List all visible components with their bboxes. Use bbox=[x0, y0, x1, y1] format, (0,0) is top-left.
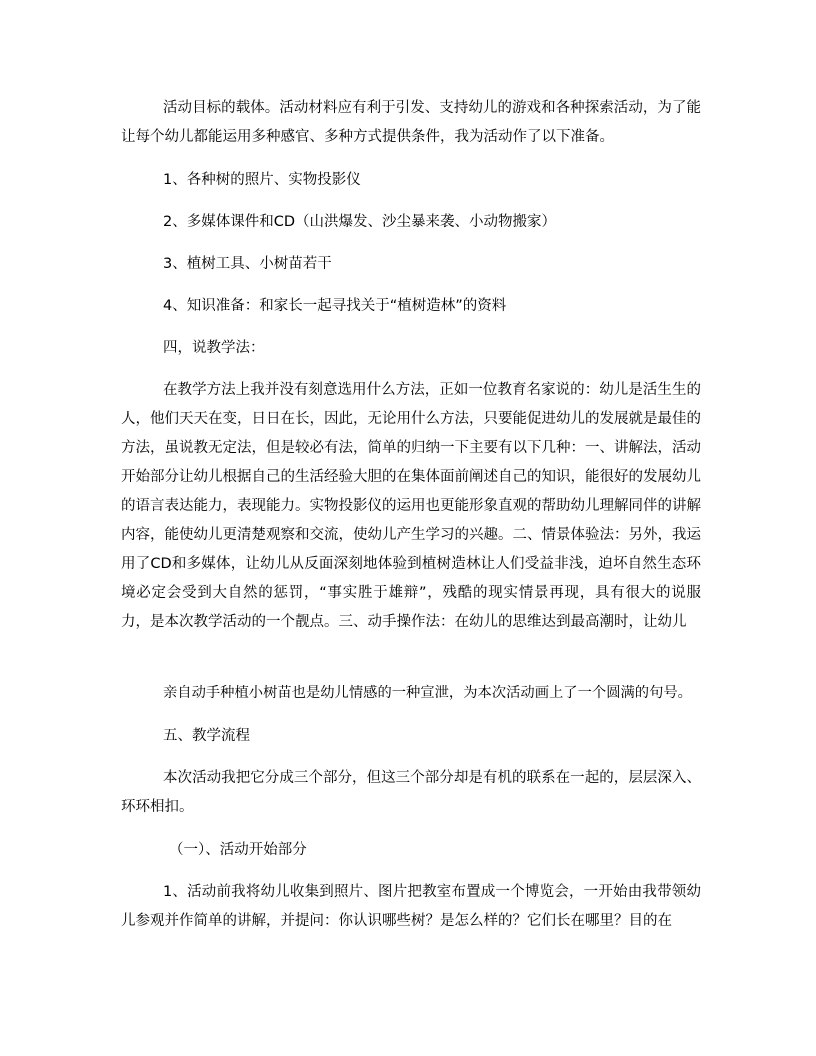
list-item-3: 3、植树工具、小树苗若干 bbox=[163, 256, 332, 272]
paragraph-methods: 在教学方法上我并没有刻意选用什么方法，正如一位教育名家说的：幼儿是活生生的人，他们天天在变，日日在长，因此，无论用什么方法，只要能促进幼儿的发展就是最佳的方法，虽说教无定法，但是较必有法，简单的归纳一下主要有以下几种：一、讲解法，活动开始部分让幼儿根据自己的生活经验大胆的在集体面前阐述自己的知识，能很好的发展幼儿的语言表达能力，表现能力。实物投影仪的运用也更能形象直观的帮助幼儿理解同伴的讲解内容，能使幼儿更清楚观察和交流，使幼儿产生学习的兴趣。二、情景体验法：另外，我运用了CD和多媒体，让幼儿从反面深刻地体验到植树造林让人们受益非浅，迫坏自然生态环境必定会受到大自然的惩罚，“事实胜于雄辩”，残酷的现实情景再现，具有很大的说服力，是本次教学活动的一个靓点。三、动手操作法：在幼儿的思维达到最高潮时，让幼儿 bbox=[121, 382, 701, 630]
section-heading-4: 四，说教学法： bbox=[163, 340, 265, 356]
list-item-2: 2、多媒体课件和CD（山洪爆发、沙尘暴来袭、小动物搬家） bbox=[163, 214, 557, 230]
paragraph-process: 本次活动我把它分成三个部分，但这三个部分却是有机的联系在一起的，层层深入、环环相扣。 bbox=[121, 770, 701, 815]
list-item-1: 1、各种树的照片、实物投影仪 bbox=[163, 172, 361, 188]
subsection-heading-1: （一）、活动开始部分 bbox=[169, 842, 307, 858]
paragraph-continuation: 亲自动手种植小树苗也是幼儿情感的一种宣泄，为本次活动画上了一个圆满的句号。 bbox=[163, 685, 692, 701]
section-heading-5: 五、教学流程 bbox=[163, 728, 250, 744]
list-item-4: 4、知识准备：和家长一起寻找关于“植树造林”的资料 bbox=[163, 298, 507, 314]
paragraph-intro: 活动目标的载体。活动材料应有利于引发、支持幼儿的游戏和各种探索活动，为了能让每个幼儿都能运用多种感官、多种方式提供条件，我为活动作了以下准备。 bbox=[121, 100, 701, 145]
paragraph-step-1: 1、活动前我将幼儿收集到照片、图片把教室布置成一个博览会，一开始由我带领幼儿参观并作简单的讲解，并提问：你认识哪些树？是怎么样的？它们长在哪里？目的在 bbox=[121, 884, 701, 929]
